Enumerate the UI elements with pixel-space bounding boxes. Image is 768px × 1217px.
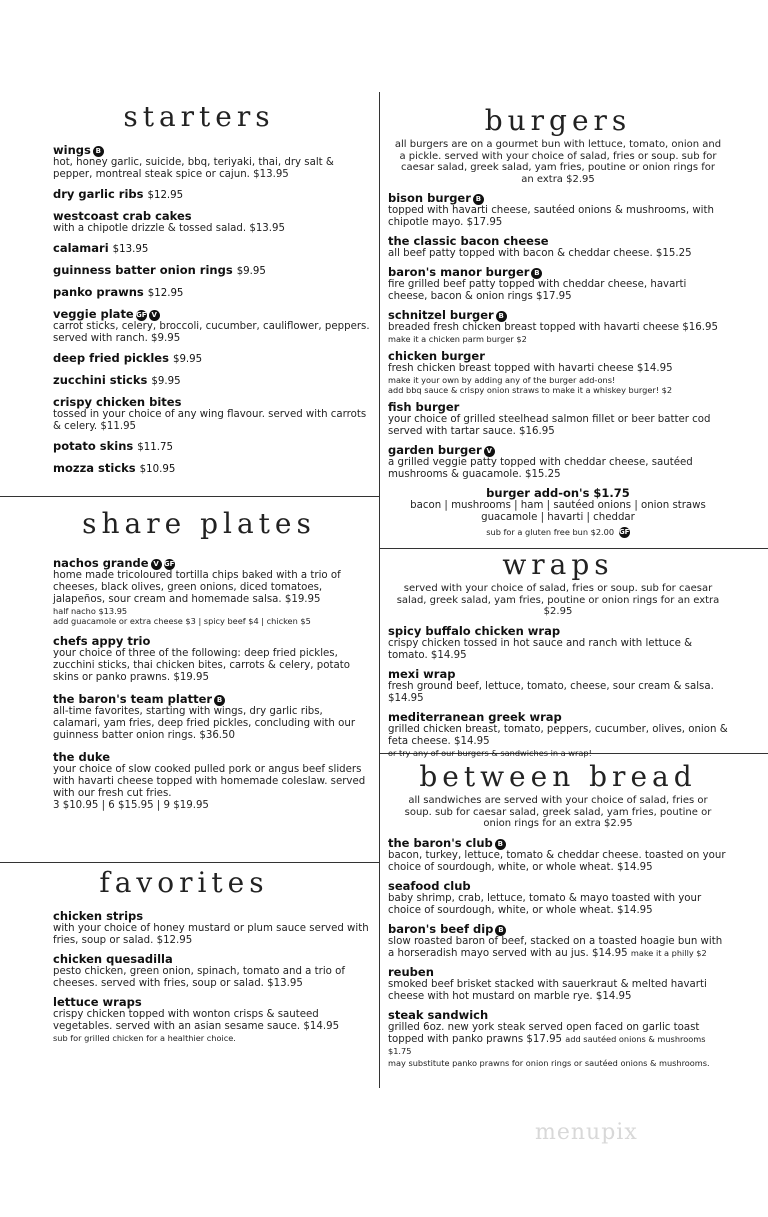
item-description-text: your choice of grilled steelhead salmon fillet or beer batter cod served with tartar sauce. $16.95	[388, 414, 711, 437]
item-note: sub for grilled chicken for a healthier choice.	[53, 1033, 236, 1043]
item-name-line	[53, 241, 373, 257]
gluten-free-badge-icon: GF	[618, 528, 630, 536]
item-name-line	[388, 1008, 728, 1022]
item-description-text: grilled chicken breast, tomato, peppers, cucumber, olives, onion & feta cheese. $14.95	[388, 723, 728, 747]
item-note: 3 $10.95 | 6 $15.95 | 9 $19.95	[53, 800, 209, 811]
item-name: seafood club	[388, 878, 471, 893]
item-description	[388, 724, 728, 748]
menu-item	[388, 308, 728, 344]
item-description-text: with your choice of honey mustard or plum sauce served with fries, soup or salad. $12.95	[53, 923, 369, 946]
item-description	[388, 457, 728, 481]
item-name-line	[388, 922, 728, 936]
item-description-text: fire grilled beef patty topped with cheddar cheese, havarti cheese, bacon & onion rings $17.95	[388, 279, 687, 302]
item-description-text: a grilled veggie patty topped with cheddar cheese, sautéed mushrooms & guacamole. $15.25	[388, 457, 693, 480]
item-name-line	[388, 265, 728, 279]
item-description-text: smoked beef brisket stacked with sauerkraut & melted havarti cheese with hot mustard on marble rye. $14.95	[388, 978, 707, 1002]
section-title: favorites	[99, 866, 269, 899]
item-description-text: crispy chicken tossed in hot sauce and ranch with lettuce & tomato. $14.95	[388, 637, 693, 661]
item-inline-note: add sautéed onions & mushrooms $1.75	[388, 1033, 706, 1056]
item-name-line	[388, 443, 728, 457]
item-name: dry garlic ribs	[53, 187, 144, 201]
menu-item	[388, 922, 728, 960]
item-name-line	[388, 836, 728, 850]
item-price: $11.75	[137, 442, 173, 453]
item-price: $9.95	[151, 376, 181, 387]
addons-line: bacon | mushrooms | ham | sautéed onions | onion straws	[410, 500, 706, 511]
item-name: wings	[53, 143, 91, 157]
item-name-line	[388, 400, 728, 414]
item-name-line	[53, 209, 373, 223]
item-name-line	[388, 234, 728, 248]
item-description	[388, 850, 728, 874]
item-description-text: pesto chicken, green onion, spinach, tomato and a trio of cheeses. served with fries, soup or salad. $13.95	[53, 966, 345, 989]
item-price: $13.95	[112, 244, 149, 255]
section-divider	[0, 496, 380, 497]
between-bread-section	[388, 760, 728, 1073]
item-name: chicken quesadilla	[53, 952, 173, 966]
menu-item	[388, 349, 728, 395]
menu-item	[53, 461, 373, 477]
item-note: add guacamole or extra cheese $3 | spicy beef $4 | chicken $5	[53, 616, 311, 626]
item-description	[53, 157, 373, 181]
item-name: schnitzel burger	[388, 308, 494, 322]
menu-item	[53, 351, 373, 367]
favorites-section	[53, 866, 373, 1048]
baron-badge-icon: B	[495, 925, 506, 936]
item-name: guinness batter onion rings	[53, 263, 233, 277]
item-description-text: slow roasted baron of beef, stacked on a toasted hoagie bun with a horseradish mayo served with au jus. $14.95	[388, 935, 723, 959]
menu-item	[388, 443, 728, 481]
item-name-line	[53, 263, 373, 279]
item-description	[388, 936, 728, 960]
item-name-line	[53, 143, 373, 157]
item-price: $12.95	[147, 190, 184, 201]
item-description-text: fresh ground beef, lettuce, tomato, cheese, sour cream & salsa. $14.95	[388, 680, 714, 704]
item-name-line	[53, 461, 373, 477]
item-note: half nacho $13.95	[53, 606, 128, 616]
item-description	[53, 321, 373, 345]
menu-item	[388, 965, 728, 1003]
item-name: the duke	[53, 750, 111, 764]
item-inline-note: make it a philly $2	[630, 947, 707, 958]
item-name-line	[53, 909, 373, 923]
item-description	[53, 966, 373, 990]
menu-item	[53, 952, 373, 990]
item-name: reuben	[388, 964, 434, 979]
item-name-line	[53, 439, 373, 455]
item-name: spicy buffalo chicken wrap	[388, 623, 561, 638]
item-name: chefs appy trio	[53, 634, 151, 648]
item-description-text: with a chipotle drizzle & tossed salad. $13.95	[53, 223, 285, 234]
item-name: the baron's club	[388, 835, 493, 850]
item-description-text: your choice of slow cooked pulled pork or angus beef sliders with havarti cheese topped with homemade coleslaw. served with our fresh cut fries.	[53, 764, 366, 799]
item-name: potato skins	[53, 439, 134, 453]
item-name: chicken strips	[53, 909, 144, 923]
item-name: nachos grande	[53, 556, 149, 570]
item-note: may substitute panko prawns for onion rings or sautéed onions & mushrooms.	[388, 1057, 710, 1068]
addons-note-text: sub for a gluten free bun $2.00	[486, 527, 615, 537]
menu-item	[53, 750, 373, 812]
item-description-text: breaded fresh chicken breast topped with havarti cheese $16.95	[388, 322, 718, 333]
item-name: mozza sticks	[53, 461, 136, 475]
item-price: $9.95	[236, 266, 266, 277]
share-plates-list	[53, 556, 373, 812]
baron-badge-icon: B	[214, 695, 225, 706]
baron-badge-icon: B	[93, 146, 104, 157]
item-description	[388, 322, 728, 334]
item-name: steak sandwich	[388, 1007, 489, 1022]
menu-item	[388, 710, 728, 758]
item-note: add bbq sauce & crispy onion straws to make it a whiskey burger! $2	[388, 385, 673, 395]
item-description	[388, 205, 728, 229]
section-intro: all burgers are on a gourmet bun with lettuce, tomato, onion and a pickle. served with your choice of salad, fries or soup. sub for caesar salad, greek salad, yam fries, poutine or onion rings for an extra $2.95	[394, 139, 722, 185]
item-description	[53, 764, 373, 800]
burger-addons	[388, 486, 728, 538]
menu-item	[53, 209, 373, 235]
item-description	[388, 414, 728, 438]
item-price: $9.95	[172, 354, 203, 365]
item-name-line	[53, 995, 373, 1009]
baron-badge-icon: B	[531, 268, 542, 279]
item-name: baron's manor burger	[388, 265, 530, 279]
item-name: chicken burger	[388, 349, 485, 363]
item-description	[53, 706, 373, 742]
menu-item	[53, 373, 373, 389]
section-title: burgers	[484, 104, 632, 137]
item-name-line	[53, 351, 373, 367]
item-description	[53, 648, 373, 684]
watermark-logo: menupix	[535, 1120, 638, 1145]
wraps-list	[388, 624, 728, 758]
baron-badge-icon: B	[473, 194, 484, 205]
item-name-line	[53, 307, 373, 321]
addons-line: guacamole | havarti | cheddar	[481, 512, 635, 523]
menu-item	[388, 667, 728, 705]
item-description	[388, 893, 728, 917]
item-name: the baron's team platter	[53, 692, 213, 706]
menu-item	[388, 191, 728, 229]
menu-item	[53, 143, 373, 181]
item-description	[388, 248, 728, 260]
item-description	[388, 279, 728, 303]
menu-item	[53, 909, 373, 947]
item-name-line	[53, 692, 373, 706]
item-description-text: carrot sticks, celery, broccoli, cucumber, cauliflower, peppers. served with ranch. $9.95	[53, 321, 370, 344]
item-name-line	[388, 710, 728, 724]
menu-item	[388, 879, 728, 917]
item-name: mediterranean greek wrap	[388, 709, 562, 724]
item-note: make it your own by adding any of the burger add-ons!	[388, 375, 616, 385]
section-intro: all sandwiches are served with your choice of salad, fries or soup. sub for caesar salad, greek salad, yam fries, poutine or onion rings for an extra $2.95	[404, 795, 712, 829]
menu-item	[53, 307, 373, 345]
baron-badge-icon: B	[495, 839, 506, 850]
section-title: between bread	[419, 760, 697, 793]
item-description-text: your choice of three of the following: deep fried pickles, zucchini sticks, thai chicken bites, carrots & celery, potato skins or panko prawns. $19.95	[53, 648, 350, 683]
starters-section	[53, 100, 373, 483]
item-name-line	[388, 667, 728, 681]
item-description	[388, 1022, 728, 1058]
starters-list	[53, 143, 373, 477]
item-name: calamari	[53, 241, 109, 255]
menu-item	[388, 400, 728, 438]
item-name-line	[53, 285, 373, 301]
wraps-section	[388, 548, 728, 763]
item-name-line	[53, 187, 373, 203]
item-name: veggie plate	[53, 307, 134, 321]
gluten-free-badge-icon: GF	[135, 311, 147, 319]
item-name-line	[388, 879, 728, 893]
item-name-line	[53, 952, 373, 966]
section-divider	[0, 862, 380, 863]
item-description-text: grilled 6oz. new york steak served open faced on garlic toast topped with panko prawns $17.95	[388, 1021, 700, 1045]
item-name-line	[53, 634, 373, 648]
addons-note	[388, 527, 728, 538]
item-note: make it a chicken parm burger $2	[388, 334, 527, 344]
item-name: lettuce wraps	[53, 995, 142, 1009]
item-description-text: bacon, turkey, lettuce, tomato & cheddar cheese. toasted on your choice of sourdough, white, or whole wheat. $14.95	[388, 849, 726, 873]
item-note: or try any of our burgers & sandwiches in a wrap!	[388, 747, 592, 758]
item-name: mexi wrap	[388, 666, 456, 681]
vegetarian-badge-icon: V	[151, 559, 162, 570]
item-name-line	[388, 349, 728, 363]
share-plates-section	[53, 507, 373, 820]
burgers-list	[388, 191, 728, 481]
item-description-text: all beef patty topped with bacon & cheddar cheese. $15.25	[388, 248, 692, 259]
item-description	[388, 681, 728, 705]
item-price: $12.95	[147, 288, 184, 299]
item-description	[53, 1009, 373, 1033]
between-bread-list	[388, 836, 728, 1068]
vegetarian-badge-icon: V	[149, 310, 160, 321]
item-name-line	[53, 556, 373, 570]
burgers-section	[388, 104, 728, 538]
item-name: garden burger	[388, 443, 482, 457]
menu-item	[53, 634, 373, 684]
item-name-line	[53, 373, 373, 389]
item-name: baron's beef dip	[388, 921, 494, 936]
item-name: fish burger	[388, 400, 460, 414]
item-description-text: fresh chicken breast topped with havarti cheese $14.95	[388, 363, 673, 374]
menu-item	[53, 556, 373, 626]
item-description	[53, 409, 373, 433]
item-name-line	[53, 395, 373, 409]
menu-item	[53, 995, 373, 1043]
item-description	[388, 638, 728, 662]
menu-item	[388, 234, 728, 260]
vegetarian-badge-icon: V	[484, 446, 495, 457]
menu-item	[388, 836, 728, 874]
item-name-line	[53, 750, 373, 764]
menu-item	[388, 624, 728, 662]
item-name: zucchini sticks	[53, 373, 148, 387]
addons-title: burger add-on's $1.75	[486, 486, 630, 500]
item-name-line	[388, 965, 728, 979]
menu-item	[388, 265, 728, 303]
menu-item	[53, 395, 373, 433]
item-description-text: tossed in your choice of any wing flavour. served with carrots & celery. $11.95	[53, 409, 367, 432]
menu-item	[53, 263, 373, 279]
menu-item	[388, 1008, 728, 1068]
item-name-line	[388, 308, 728, 322]
menu-item	[53, 187, 373, 203]
item-description-text: topped with havarti cheese, sautéed onions & mushrooms, with chipotle mayo. $17.95	[388, 205, 714, 228]
item-description	[53, 923, 373, 947]
section-intro: served with your choice of salad, fries or soup. sub for caesar salad, greek salad, yam fries, poutine or onion rings for an extra $2.95	[396, 583, 720, 617]
item-description-text: all-time favorites, starting with wings, dry garlic ribs, calamari, yam fries, deep fried pickles, concluding with our guinness batter onion rings. $36.50	[53, 706, 356, 741]
gluten-free-badge-icon: GF	[163, 560, 175, 568]
section-title: starters	[123, 100, 275, 133]
favorites-list	[53, 909, 373, 1043]
column-divider	[379, 92, 380, 1088]
item-description	[388, 363, 728, 375]
item-description-text: crispy chicken topped with wonton crisps & sauteed vegetables. served with an asian sesame sauce. $14.95	[53, 1009, 340, 1032]
item-name: bison burger	[388, 191, 471, 205]
item-name: the classic bacon cheese	[388, 234, 549, 248]
item-description-text: home made tricoloured tortilla chips baked with a trio of cheeses, black olives, green onions, diced tomatoes, jalapeños, sour cream and homemade salsa. $19.95	[53, 570, 341, 605]
menu-item	[53, 439, 373, 455]
section-title: share plates	[82, 507, 316, 540]
item-name-line	[388, 191, 728, 205]
item-name: deep fried pickles	[53, 351, 169, 365]
baron-badge-icon: B	[496, 311, 507, 322]
item-description-text: baby shrimp, crab, lettuce, tomato & mayo toasted with your choice of sourdough, white, or whole wheat. $14.95	[388, 892, 702, 916]
item-name: crispy chicken bites	[53, 395, 182, 409]
item-name: panko prawns	[53, 285, 144, 299]
section-title: wraps	[502, 548, 614, 581]
menu-item	[53, 285, 373, 301]
item-name: westcoast crab cakes	[53, 209, 192, 223]
item-price: $10.95	[139, 464, 176, 475]
item-description	[53, 223, 373, 235]
menu-item	[53, 241, 373, 257]
menu-item	[53, 692, 373, 742]
item-description	[53, 570, 373, 606]
item-description-text: hot, honey garlic, suicide, bbq, teriyaki, thai, dry salt & pepper, montreal steak spice or cajun. $13.95	[53, 157, 334, 180]
item-name-line	[388, 624, 728, 638]
item-description	[388, 979, 728, 1003]
